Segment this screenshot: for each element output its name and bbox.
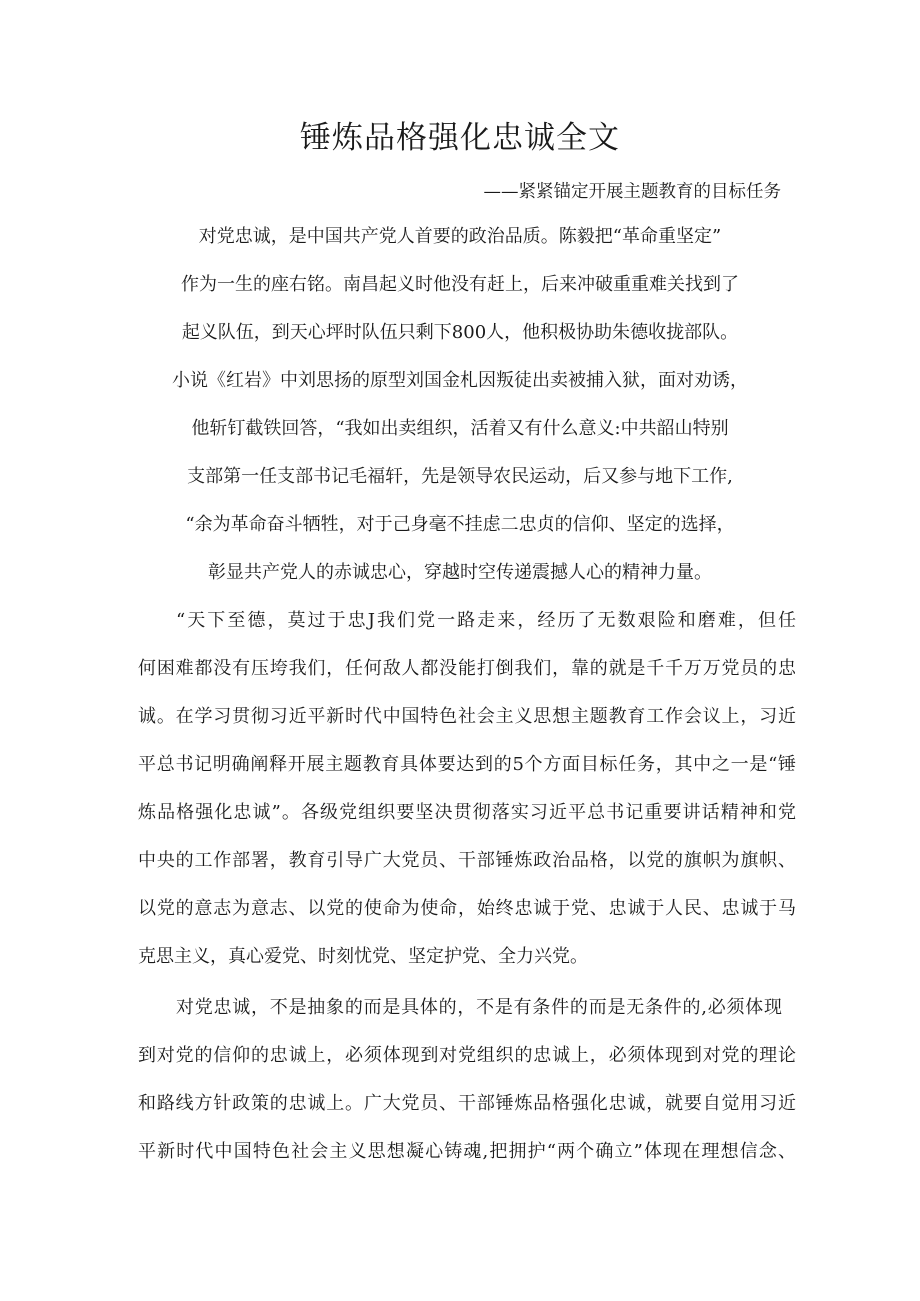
intro-line: 小说《红岩》中刘思扬的原型刘国金札因叛徒出卖被捕入狱，面对劝诱， bbox=[172, 370, 748, 391]
paragraph-line: 以党的意志为意志、以党的使命为使命，始终忠诚于党、忠诚于人民、忠诚于马 bbox=[138, 898, 796, 919]
paragraph-line: 和路线方针政策的忠诚上。广大党员、干部锤炼品格强化忠诚，就要自觉用习近 bbox=[138, 1093, 796, 1114]
intro-line: “余为革命奋斗牺牲，对于己身毫不挂虑二忠贞的信仰、坚定的选择， bbox=[185, 514, 735, 535]
intro-line: 支部第一任支部书记毛福轩，先是领导农民运动，后又参与地下工作, bbox=[187, 466, 733, 487]
document-title: 锤炼品格强化忠诚全文 bbox=[300, 120, 620, 156]
document-subtitle: ——紧紧锚定开展主题教育的目标任务 bbox=[483, 182, 781, 202]
paragraph-line: 中央的工作部署，教育引导广大党员、干部锤炼政治品格，以党的旗帜为旗帜、 bbox=[138, 850, 796, 871]
intro-line: 彰显共产党人的赤诚忠心，穿越时空传递震撼人心的精神力量。 bbox=[208, 562, 712, 583]
paragraph-line: 平新时代中国特色社会主义思想凝心铸魂,把拥护“两个确立”体现在理想信念、 bbox=[138, 1141, 796, 1162]
paragraph-line: 对党忠诚，不是抽象的而是具体的，不是有条件的而是无条件的,必须体现 bbox=[176, 997, 782, 1018]
paragraph-line: 何困难都没有压垮我们，任何敌人都没能打倒我们，靠的就是千千万万党员的忠 bbox=[138, 658, 796, 679]
paragraph-line: 平总书记明确阐释开展主题教育具体要达到的5个方面目标任务，其中之一是“锤 bbox=[138, 754, 796, 775]
paragraph-line: 炼品格强化忠诚”。各级党组织要坚决贯彻落实习近平总书记重要讲话精神和党 bbox=[138, 802, 796, 823]
paragraph-line: “天下至德，莫过于忠J我们党一路走来，经历了无数艰险和磨难，但任 bbox=[176, 610, 796, 631]
intro-line: 起义队伍，到天心坪时队伍只剩下800人，他积极协助朱德收拢部队。 bbox=[181, 322, 739, 343]
paragraph-line: 克思主义，真心爱党、时刻忧党、坚定护党、全力兴党。 bbox=[138, 946, 588, 967]
intro-line: 他斩钉截铁回答，“我如出卖组织，活着又有什么意义:中共韶山特别 bbox=[191, 418, 729, 439]
paragraph-line: 到对党的信仰的忠诚上，必须体现到对党组织的忠诚上，必须体现到对党的理论 bbox=[138, 1045, 796, 1066]
paragraph-line: 诚。在学习贯彻习近平新时代中国特色社会主义思想主题教育工作会议上，习近 bbox=[138, 706, 796, 727]
intro-line: 作为一生的座右铭。南昌起义时他没有赶上，后来冲破重重难关找到了 bbox=[181, 274, 739, 295]
intro-line: 对党忠诚，是中国共产党人首要的政治品质。陈毅把“革命重坚定” bbox=[198, 226, 722, 247]
